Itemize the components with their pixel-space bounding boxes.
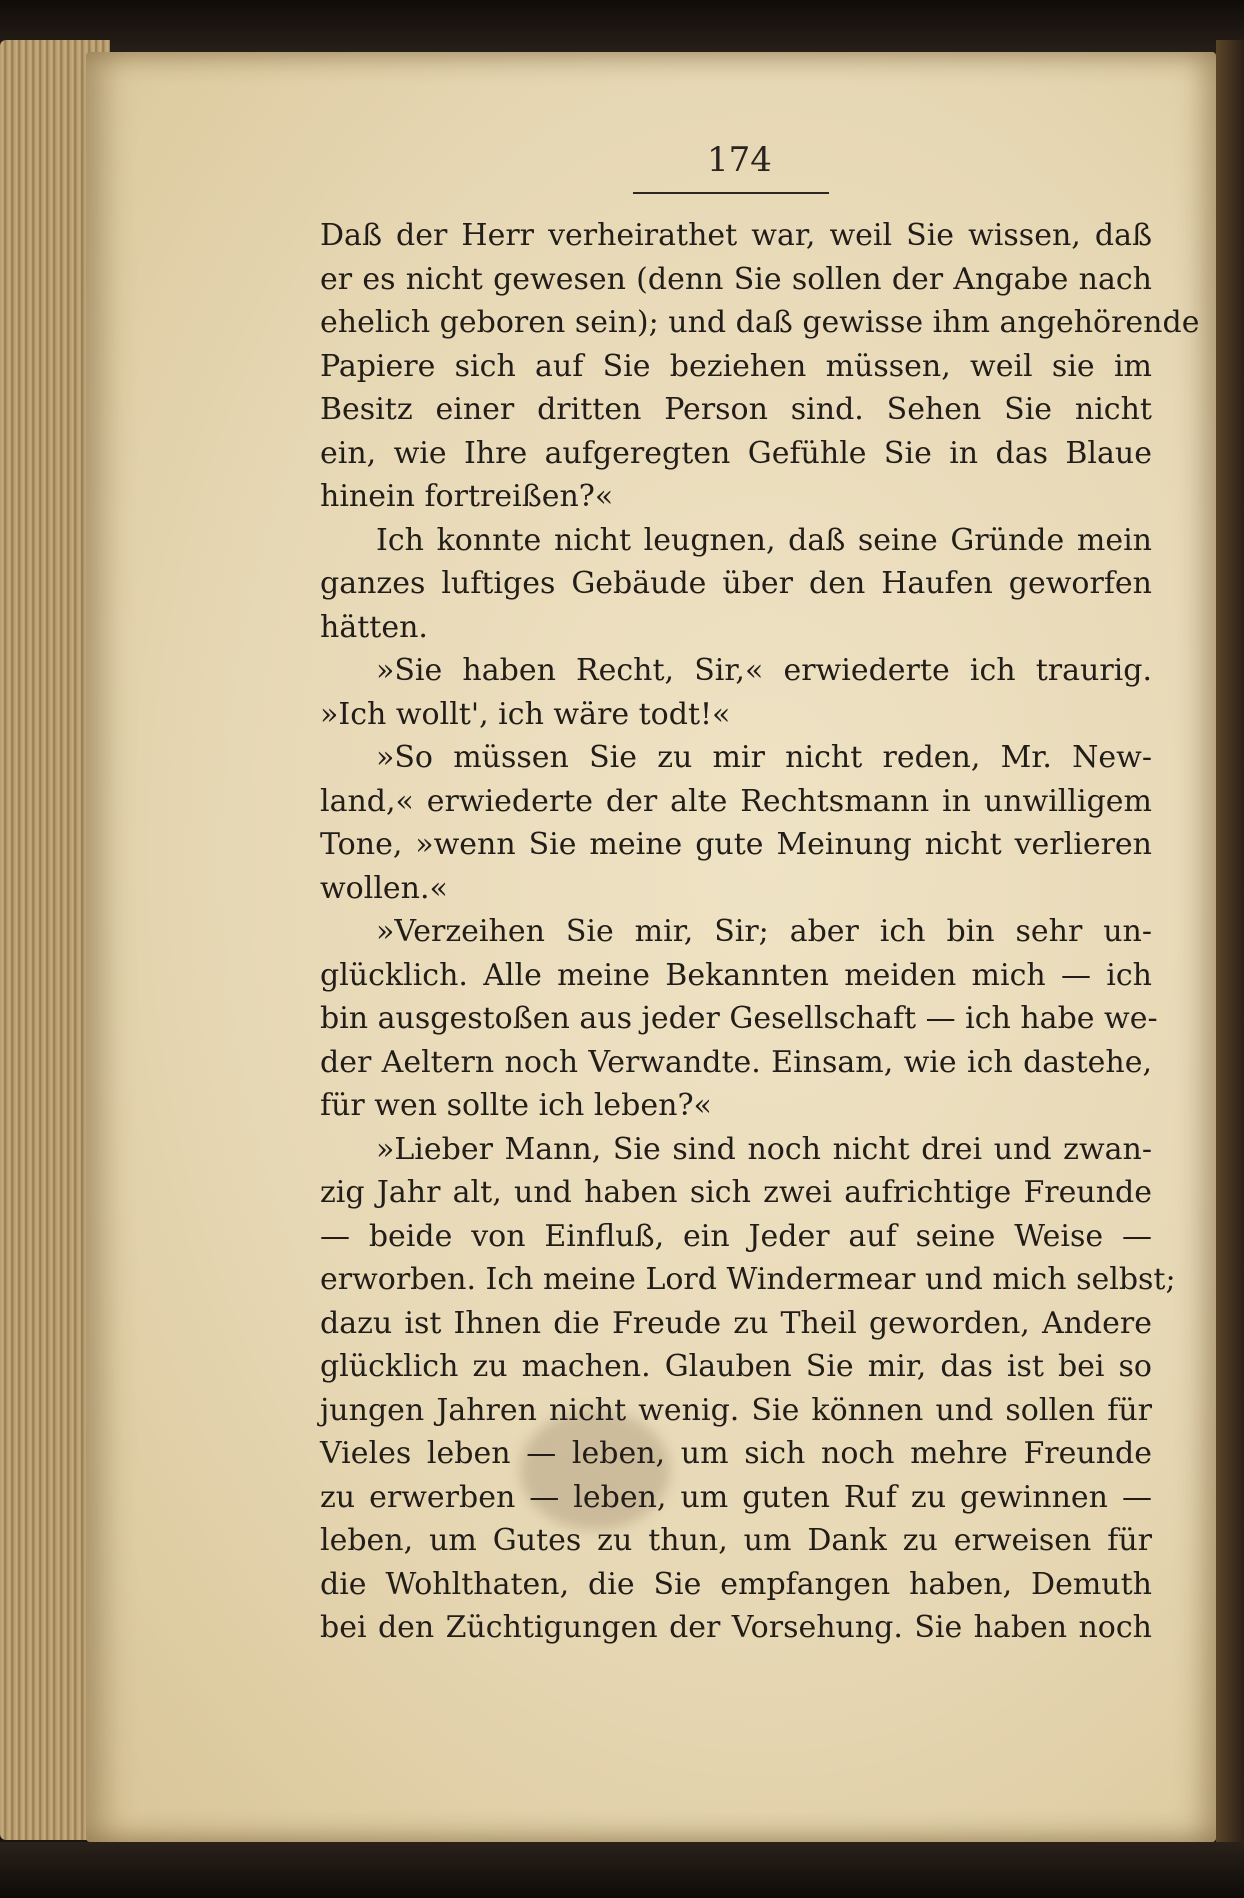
book-gutter xyxy=(1216,40,1244,1850)
text-line: Besitz einer dritten Person sind. Sehen Sie nicht xyxy=(320,392,1152,427)
text-line: Tone, »wenn Sie meine gute Meinung nicht verlieren xyxy=(320,827,1152,862)
text-line: hinein fortreißen?« xyxy=(320,479,614,514)
text-line: ganzes luftiges Gebäude über den Haufen geworfen xyxy=(320,566,1152,601)
text-line: hätten. xyxy=(320,609,428,645)
text-line: bei den Züchtigungen der Vorsehung. Sie haben noch xyxy=(320,1610,1152,1645)
text-line: »Verzeihen Sie mir, Sir; aber ich bin sehr un- xyxy=(376,914,1152,949)
page-text xyxy=(320,214,1200,1650)
text-line: — beide von Einfluß, ein Jeder auf seine Weise — xyxy=(320,1218,1152,1254)
text-line: »Ich wollt', ich wäre todt!« xyxy=(320,696,731,732)
text-line: glücklich zu machen. Glauben Sie mir, das ist bei so xyxy=(320,1349,1152,1384)
text-line: »Sie haben Recht, Sir,« erwiederte ich traurig. xyxy=(376,653,1152,688)
book-cover-top xyxy=(0,0,1244,60)
text-line: zig Jahr alt, und haben sich zwei aufrichtige Freunde xyxy=(320,1175,1152,1210)
text-line: Vieles leben — leben, um sich noch mehre Freunde xyxy=(320,1436,1152,1471)
text-line: ehelich geboren sein); und daß gewisse ihm angehörende xyxy=(320,305,1200,340)
text-line: ein, wie Ihre aufgeregten Gefühle Sie in das Blaue xyxy=(320,435,1152,471)
page-number: 174 xyxy=(707,140,772,180)
text-line: »Lieber Mann, Sie sind noch nicht drei und zwan- xyxy=(376,1131,1152,1167)
text-line: bin ausgestoßen aus jeder Gesellschaft — ich habe we- xyxy=(320,1001,1158,1036)
text-line: glücklich. Alle meine Bekannten meiden mich — ich xyxy=(320,957,1152,993)
text-line: er es nicht gewesen (denn Sie sollen der Angabe nach xyxy=(320,261,1152,297)
text-line: erworben. Ich meine Lord Windermear und mich selbst; xyxy=(320,1262,1176,1297)
text-line: jungen Jahren nicht wenig. Sie können und sollen für xyxy=(320,1392,1152,1428)
text-line: Daß der Herr verheirathet war, weil Sie wissen, daß xyxy=(320,218,1152,253)
text-line: land,« erwiederte der alte Rechtsmann in unwilligem xyxy=(320,783,1152,819)
text-line: leben, um Gutes zu thun, um Dank zu erweisen für xyxy=(320,1523,1152,1558)
book-cover-bottom xyxy=(0,1842,1244,1898)
text-line: zu erwerben — leben, um guten Ruf zu gewinnen — xyxy=(320,1479,1152,1515)
text-line: der Aeltern noch Verwandte. Einsam, wie ich dastehe, xyxy=(320,1044,1152,1080)
text-line: wollen.« xyxy=(320,870,448,906)
text-line: Ich konnte nicht leugnen, daß seine Gründe mein xyxy=(376,522,1152,558)
page-number-rule xyxy=(633,192,829,194)
text-line: für wen sollte ich leben?« xyxy=(320,1088,712,1123)
text-line: dazu ist Ihnen die Freude zu Theil geworden, Andere xyxy=(320,1305,1152,1341)
text-line: die Wohlthaten, die Sie empfangen haben, Demuth xyxy=(320,1566,1152,1602)
text-line: »So müssen Sie zu mir nicht reden, Mr. New- xyxy=(376,740,1152,775)
text-line: Papiere sich auf Sie beziehen müssen, weil sie im xyxy=(320,348,1152,384)
